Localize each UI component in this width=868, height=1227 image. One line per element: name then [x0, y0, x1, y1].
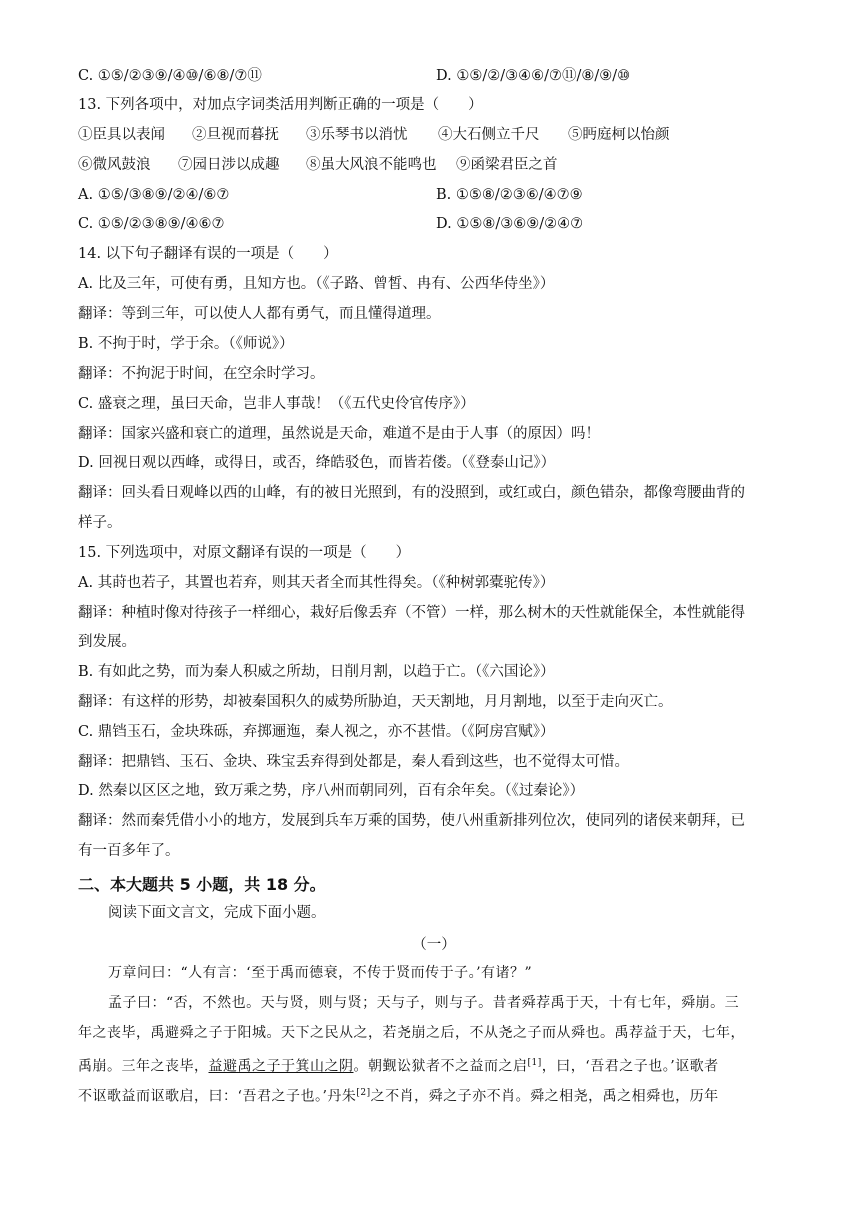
passage-text: 。朝觐讼狱者不之益而之启: [353, 1058, 528, 1075]
q14-option-c-translation: 翻译：国家兴盛和衰亡的道理，虽然说是天命，难道不是由于人事（的原因）吗！: [78, 426, 600, 442]
q12-option-d: D. ①⑤/②/③④⑥/⑦⑪/⑧/⑨/⑩: [436, 68, 631, 84]
passage-paragraph-2-line2: 年之丧毕，禹避舜之子于阳城。天下之民从之，若尧崩之后，不从尧之子而从舜也。禹荐益于天，七年，: [78, 1025, 745, 1041]
q15-option-c-translation: 翻译：把鼎铛、玉石、金块、珠宝丢弃得到处都是，秦人看到这些，也不觉得太可惜。: [78, 754, 629, 770]
passage-part-label: （一）: [412, 937, 456, 953]
q13-option-b: B. ①⑤⑧/②③⑥/④⑦⑨: [436, 187, 583, 203]
passage-paragraph-2-line3: [78, 1053, 788, 1077]
passage-paragraph-1: 万章问曰：“人有言：‘至于禹而德衰，不传于贤而传于子。’有诸？”: [108, 965, 533, 981]
passage-paragraph-2-line4: [78, 1083, 788, 1107]
q14-option-d-translation-line1: 翻译：回头看日观峰以西的山峰，有的被日光照到，有的没照到，或红或白，颜色错杂，都像弯腰曲背的: [78, 485, 745, 501]
passage-paragraph-2-line1: 孟子曰：“否，不然也。天与贤，则与贤；天与子，则与子。昔者舜荐禹于天，十有七年，舜崩。三: [108, 995, 740, 1011]
q15-option-d: D. 然秦以区区之地，致万乘之势，序八州而朝同列，百有余年矣。（《过秦论》）: [78, 783, 585, 799]
q14-option-d-translation-line2: 样子。: [78, 515, 122, 531]
q15-option-d-translation-line2: 有一百多年了。: [78, 843, 180, 859]
section-instruction: 阅读下面文言文，完成下面小题。: [108, 905, 326, 921]
q13-item-4: ④大石侧立千尺: [438, 127, 540, 143]
passage-text: 不讴歌益而讴歌启，曰：‘吾君之子也。’丹朱: [78, 1088, 357, 1105]
footnote-marker-2[interactable]: [2]: [356, 1088, 371, 1098]
q15-option-a: A. 其莳也若子，其置也若弃，则其天者全而其性得矣。（《种树郭橐驼传》）: [78, 575, 555, 591]
q15-option-c: C. 鼎铛玉石，金块珠砾，弃掷逦迤，秦人视之，亦不甚惜。（《阿房宫赋》）: [78, 724, 555, 740]
footnote-marker-1[interactable]: [1]: [527, 1058, 542, 1068]
q14-option-c: C. 盛衰之理，虽曰天命，岂非人事哉！（《五代史伶官传序》）: [78, 396, 475, 412]
q15-stem: 15. 下列选项中，对原文翻译有误的一项是（ ）: [78, 545, 411, 561]
q13-item-8: ⑧虽大风浪不能鸣也: [306, 157, 437, 173]
section-title: 二、本大题共 5 小题，共 18 分。: [78, 875, 326, 894]
q14-option-a: A. 比及三年，可使有勇，且知方也。（《子路、曾皙、冉有、公西华侍坐》）: [78, 276, 555, 292]
q12-option-c: C. ①⑤/②③⑨/④⑩/⑥⑧/⑦⑪: [78, 68, 262, 84]
q13-item-2: ②旦视而暮抚: [192, 127, 279, 143]
q14-option-b: B. 不拘于时，学于余。（《师说》）: [78, 336, 294, 352]
q13-item-9: ⑨函梁君臣之首: [456, 157, 558, 173]
q13-item-5: ⑤眄庭柯以怡颜: [568, 127, 670, 143]
q15-option-a-translation-line1: 翻译：种植时像对待孩子一样细心，栽好后像丢弃（不管）一样，那么树木的天性就能保全，本性就能得: [78, 605, 745, 621]
q14-option-d: D. 回视日观以西峰，或得日，或否，绛皓驳色，而皆若偻。（《登泰山记》）: [78, 455, 556, 471]
q13-stem: 13. 下列各项中，对加点字词类活用判断正确的一项是（ ）: [78, 97, 483, 113]
passage-text: 禹崩。三年之丧毕，: [78, 1058, 209, 1075]
q15-option-a-translation-line2: 到发展。: [78, 634, 136, 650]
q13-option-c: C. ①⑤/②③⑧⑨/④⑥⑦: [78, 216, 225, 232]
passage-text: 之不肖，舜之子亦不肖。舜之相尧，禹之相舜也，历年: [370, 1088, 719, 1105]
q14-option-a-translation: 翻译：等到三年，可以使人人都有勇气，而且懂得道理。: [78, 306, 441, 322]
q13-option-a: A. ①⑤/③⑧⑨/②④/⑥⑦: [78, 187, 230, 203]
underlined-sentence: 益避禹之子于箕山之阴: [208, 1058, 354, 1075]
q15-option-b: B. 有如此之势，而为秦人积威之所劫，日削月割，以趋于亡。（《六国论》）: [78, 664, 555, 680]
q15-option-d-translation-line1: 翻译：然而秦凭借小小的地方，发展到兵车万乘的国势，使八州重新排列位次，使同列的诸侯来朝拜，已: [78, 813, 745, 829]
q15-option-b-translation: 翻译：有这样的形势，却被秦国积久的威势所胁迫，天天割地，月月割地，以至于走向灭亡。: [78, 694, 673, 710]
q13-item-7: ⑦园日涉以成趣: [178, 157, 280, 173]
q13-item-1: ①臣具以表闻: [78, 127, 165, 143]
q13-option-d: D. ①⑤⑧/③⑥⑨/②④⑦: [436, 216, 584, 232]
q14-stem: 14. 以下句子翻译有误的一项是（ ）: [78, 246, 338, 262]
q13-item-6: ⑥微风鼓浪: [78, 157, 151, 173]
q13-item-3: ③乐琴书以消忧: [306, 127, 408, 143]
passage-text: ，曰，‘吾君之子也。’讴歌者: [541, 1058, 719, 1075]
q14-option-b-translation: 翻译：不拘泥于时间，在空余时学习。: [78, 366, 325, 382]
